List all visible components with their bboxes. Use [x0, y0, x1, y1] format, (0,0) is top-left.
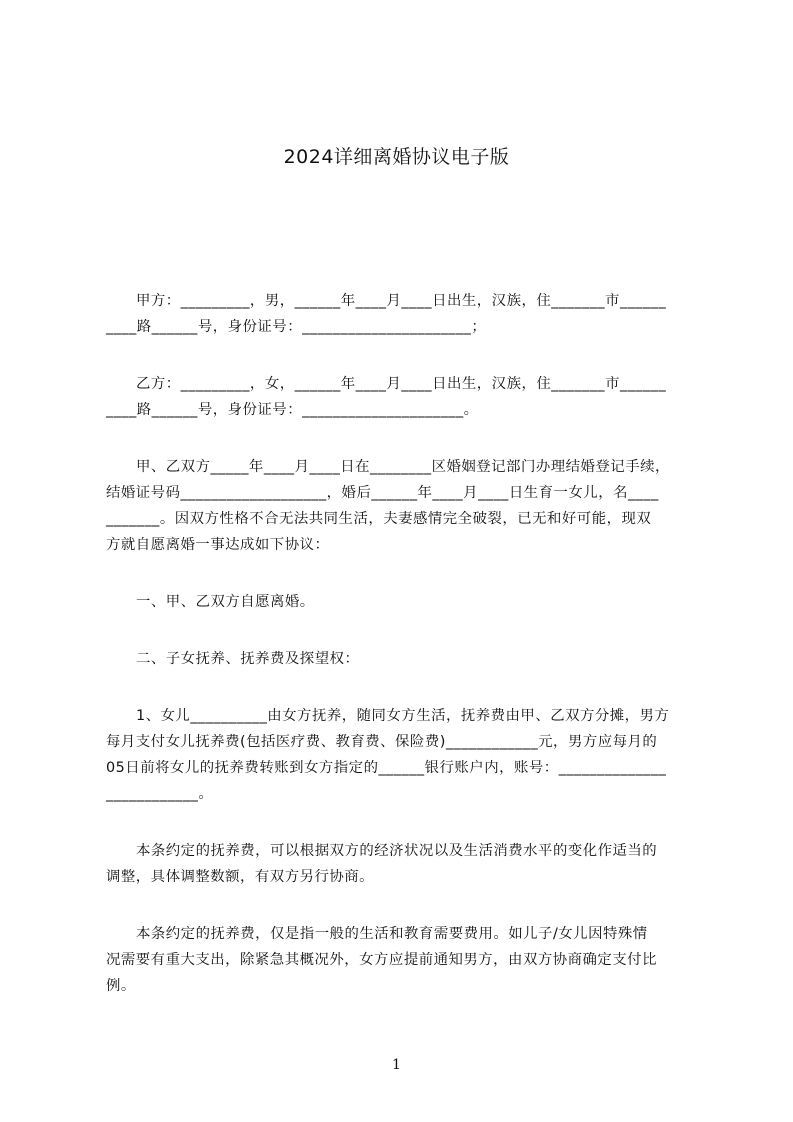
marriage-info-line-2: 结婚证号码___________________，婚后______年____月____日生育一女儿，名____: [106, 485, 659, 501]
clause-1-text: 一、甲、乙双方自愿离婚。: [136, 594, 315, 610]
marriage-info-line-3: _______。因双方性格不合无法共同生活，夫妻感情完全破裂，已无和好可能，现双: [106, 511, 652, 527]
support-scope-paragraph: [106, 921, 698, 999]
support-scope-line-1: 本条约定的抚养费，仅是指一般的生活和教育需要费用。如儿子/女儿因特殊情: [136, 926, 648, 942]
child-support-line-3: 05日前将女儿的抚养费转账到女方指定的______银行账户内，账号：______________: [106, 760, 667, 776]
support-adjustment-paragraph: [106, 838, 698, 890]
page-number: 1: [392, 1057, 401, 1073]
party-a-line-1: 甲方：_________，男，______年____月____日出生，汉族，住_______市______: [136, 293, 667, 309]
marriage-info-line-1: 甲、乙双方_____年____月____日在________区婚姻登记部门办理结婚登记手续，: [136, 459, 670, 475]
clause-1-heading: [106, 589, 698, 615]
document-title: 2024详细离婚协议电子版: [283, 146, 510, 168]
child-support-line-1: 1、女儿__________由女方抚养，随同女方生活，抚养费由甲、乙双方分摊，男方: [136, 708, 670, 724]
party-b-line-1: 乙方：_________，女，______年____月____日出生，汉族，住_______市______: [136, 376, 667, 392]
child-support-line-2: 每月支付女儿抚养费(包括医疗费、教育费、保险费)____________元，男方应每月的: [106, 734, 658, 750]
support-scope-line-2: 况需要有重大支出，除紧急其概况外，女方应提前通知男方，由双方协商确定支付比: [106, 952, 657, 968]
clause-2-text: 二、子女抚养、抚养费及探望权：: [136, 651, 360, 667]
support-adjustment-line-1: 本条约定的抚养费，可以根据双方的经济状况以及生活消费水平的变化作适当的: [136, 843, 658, 859]
party-b-paragraph: [106, 371, 698, 423]
party-a-paragraph: [106, 288, 698, 340]
clause-2-heading: [106, 646, 698, 672]
party-a-line-2: ____路______号，身份证号：______________________；: [106, 319, 487, 335]
document-body: [106, 288, 698, 999]
support-scope-line-3: 例。: [106, 978, 136, 994]
support-adjustment-line-2: 调整，具体调整数额，有双方另行协商。: [106, 869, 375, 885]
child-support-line-4: ____________。: [106, 786, 214, 802]
child-support-paragraph: [106, 703, 698, 807]
marriage-info-paragraph: [106, 454, 698, 558]
party-b-line-2: ____路______号，身份证号：_____________________。: [106, 402, 479, 418]
marriage-info-line-4: 方就自愿离婚一事达成如下协议：: [106, 537, 330, 553]
